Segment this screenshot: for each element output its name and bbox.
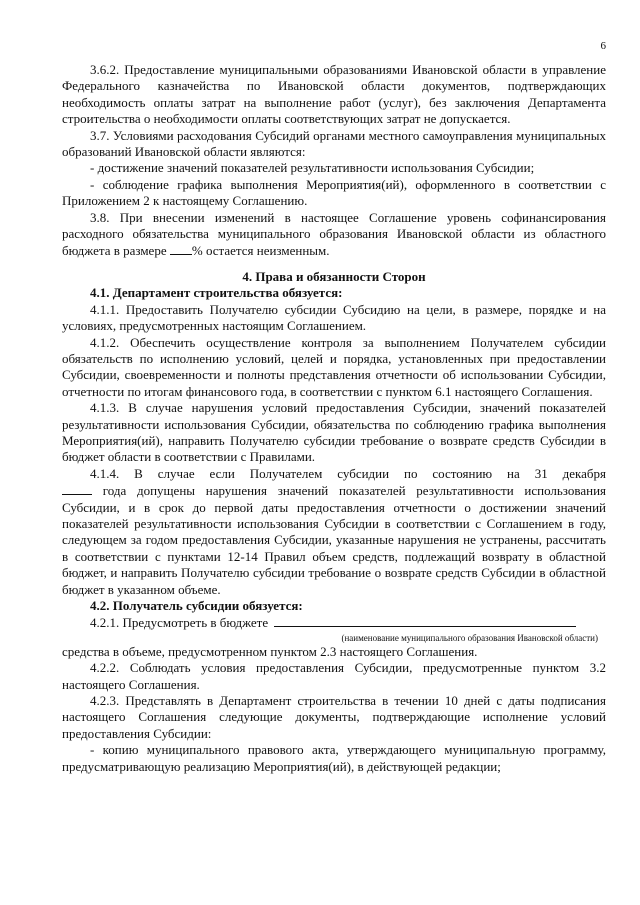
paragraph-3-7: 3.7. Условиями расходования Субсидий органами местного самоуправления муниципальных образований Ивановской области являются:	[62, 127, 606, 160]
municipality-caption: (наименование муниципального образования Ивановской области)	[341, 632, 598, 643]
paragraph-3-7-bullet-1: - достижение значений показателей результативности использования Субсидии;	[90, 160, 535, 176]
paragraph-3-6-2: 3.6.2. Предоставление муниципальными образованиями Ивановской области в управление Федерального казначейства по Ивановской области документов, подтверждающих необходимость оплаты затрат на выполнение работ (услуг), без заключения Департамента строительства о необходимости оплаты соответствующих затрат не допускается.	[62, 62, 606, 127]
paragraph-4-2-1-text: 4.2.1. Предусмотреть в бюджете	[90, 615, 269, 631]
paragraph-4-1-2: 4.1.2. Обеспечить осуществление контроля за выполнением Получателем субсидии обязательств по исполнению условий, целей и порядка, установленных при предоставлении Субсидии, своевременности и полноты представления отчетности об использовании Субсидии, отчетности по итогам финансового года, в соответствии с пунктом 6.1 настоящего Соглашения.	[62, 334, 606, 399]
paragraph-4-1-4-line-1: 4.1.4. В случае если Получателем субсидии по состоянию на 31 декабря	[90, 465, 606, 481]
paragraph-4-2-1	[62, 614, 606, 631]
page-number: 6	[600, 40, 606, 52]
paragraph-3-7-bullet-2: - соблюдение графика выполнения Мероприятия(ий), оформленного в соответствии с Приложением 2 к настоящему Соглашению.	[62, 176, 606, 209]
subsection-4-1-title: 4.1. Департамент строительства обязуется:	[90, 285, 343, 301]
paragraph-4-1-3: 4.1.3. В случае нарушения условий предоставления Субсидии, значений показателей результативности использования Субсидии, обязательства по соблюдению графика выполнения Мероприятия(ий), направить Получателю субсидии требование о возврате средств Субсидии в бюджет области в соответствии с Правилами.	[62, 400, 606, 465]
paragraph-3-8	[62, 210, 606, 260]
paragraph-4-1-4-text: года допущены нарушения значений показателей результативности использования Субсидии, и в срок до первой даты предоставления отчетности о достижении значений показателей результативности использования Субсидии в соответствии с Соглашением в году, следующем за годом предоставления Субсидии, указанные нарушения не устранены, рассчитать в соответствии с пунктами 12-14 Правил объем средств, подлежащий возврату в областной бюджет, и направить Получателю субсидии требование о возврате средств Субсидии в областной бюджет в указанном объеме.	[62, 483, 606, 597]
paragraph-4-1-4	[62, 482, 606, 598]
paragraph-4-2-1-continued: средства в объеме, предусмотренном пунктом 2.3 настоящего Соглашения.	[62, 643, 478, 659]
subsection-4-2-title: 4.2. Получатель субсидии обязуется:	[90, 598, 303, 613]
document-body	[62, 62, 606, 775]
paragraph-4-2-3: 4.2.3. Представлять в Департамент строительства в течении 10 дней с даты подписания настоящего Соглашения следующие документы, подтверждающие исполнение условий предоставления Субсидии:	[62, 693, 606, 741]
year-blank	[62, 482, 92, 495]
municipality-blank	[274, 614, 576, 627]
paragraph-3-8-text: 3.8. При внесении изменений в настоящее Соглашение уровень софинансирования расходного обязательства муниципального образования Ивановской области из областного бюджета в размере	[62, 209, 606, 259]
paragraph-4-2-2: 4.2.2. Соблюдать условия предоставления Субсидии, предусмотренные пунктом 3.2 настоящего Соглашения.	[62, 660, 606, 692]
paragraph-3-8-tail: % остается неизменным.	[191, 243, 330, 259]
percent-blank	[170, 242, 192, 255]
section-4-title: 4. Права и обязанности Сторон	[242, 268, 426, 284]
paragraph-4-1-1: 4.1.1. Предоставить Получателю субсидии Субсидию на цели, в размере, порядке и на условиях, предусмотренных настоящим Соглашением.	[62, 301, 606, 334]
paragraph-4-2-3-bullet-1: - копию муниципального правового акта, утверждающего муниципальную программу, предусматривающую реализацию Мероприятия(ий), в действующей редакции;	[62, 742, 606, 774]
